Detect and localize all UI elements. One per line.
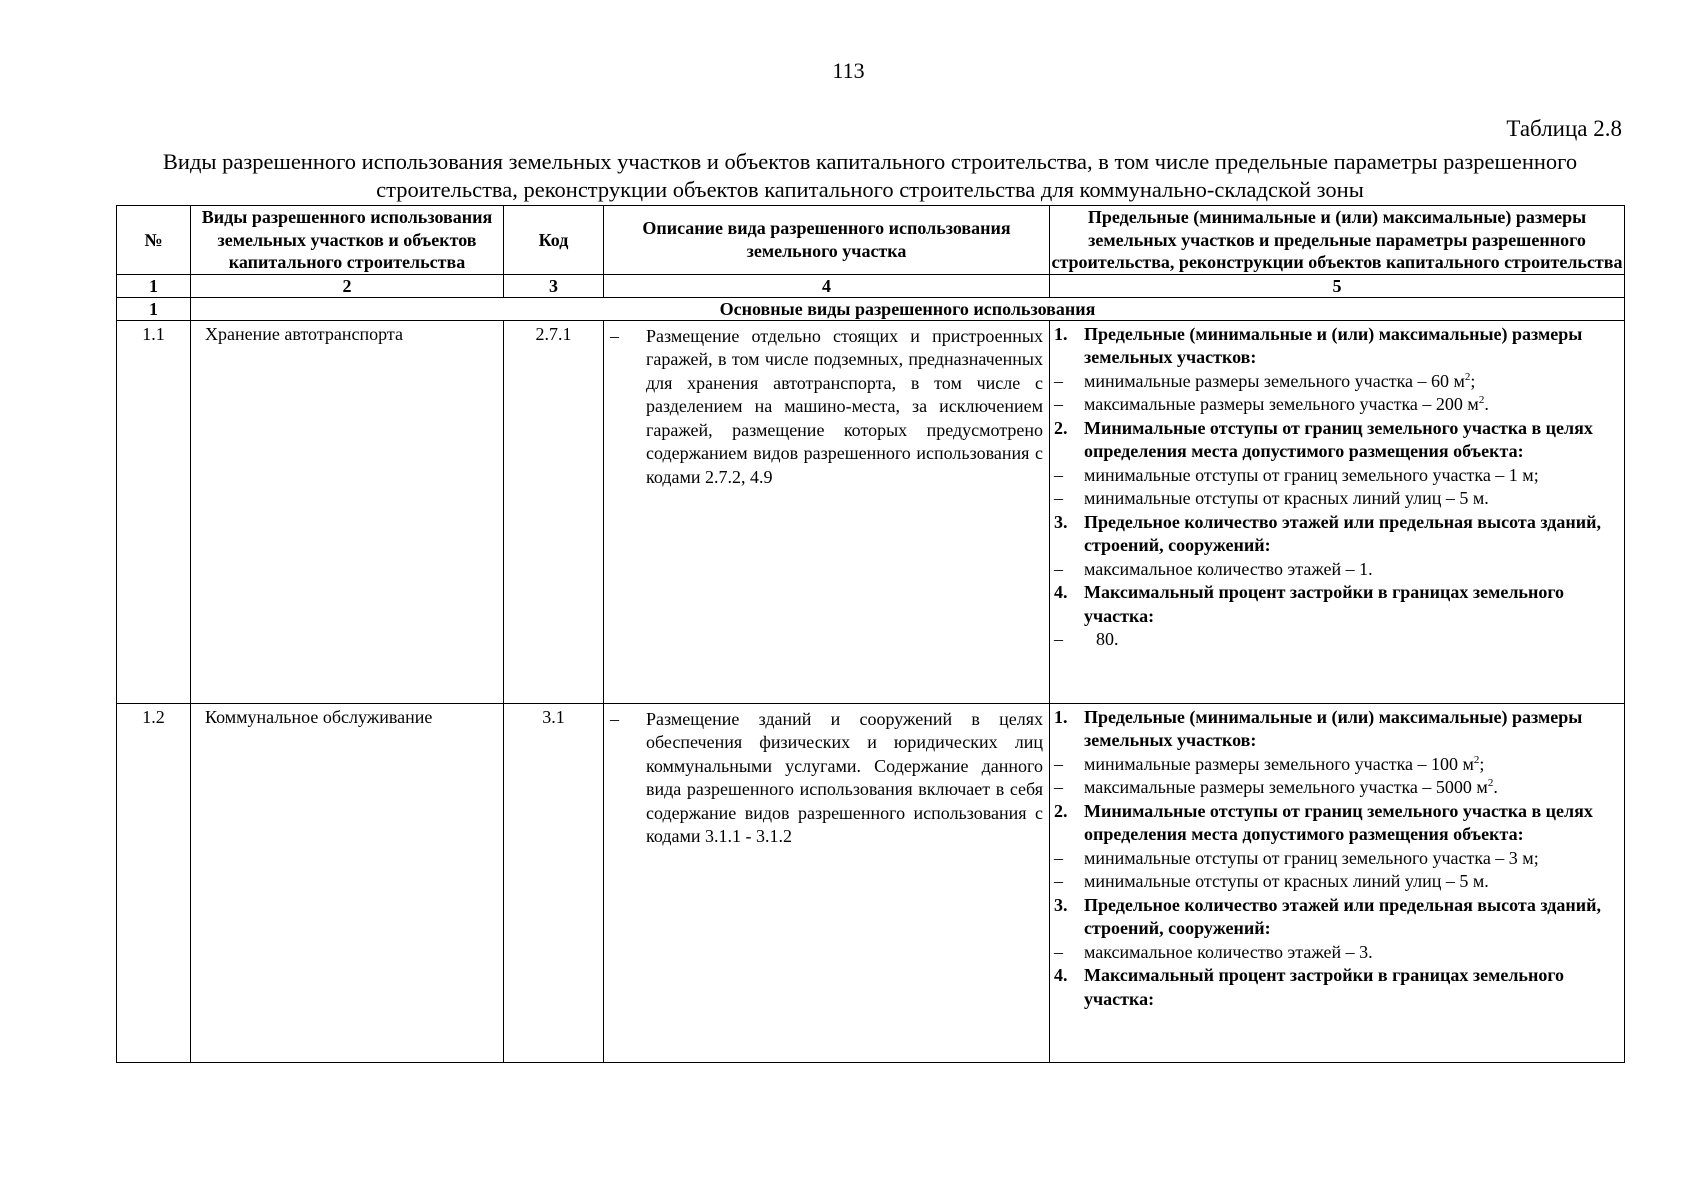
- dash-marker: –: [1054, 558, 1063, 579]
- section-number: 1: [117, 297, 191, 320]
- parameter-value: минимальные отступы от границ земельного участка – 1 м;: [1084, 464, 1539, 485]
- list-item: [1054, 487, 1620, 511]
- parameter-value: максимальные размеры земельного участка – 5000 $м^2$.: [1084, 777, 1498, 797]
- header-code: Код: [504, 206, 604, 275]
- use-code: 2.7.1: [504, 320, 604, 703]
- zoning-table: [116, 205, 1625, 1063]
- parameter-value: минимальные отступы от красных линий улиц – 5 м.: [1084, 488, 1489, 508]
- parameters-list: [1054, 706, 1620, 1012]
- header-row: [117, 206, 1625, 275]
- list-item: [1054, 417, 1620, 464]
- row-number: 1.1: [117, 320, 191, 703]
- use-type-name: Хранение автотранспорта: [191, 320, 504, 703]
- use-description: [604, 320, 1050, 703]
- dash-marker: –: [1054, 629, 1063, 649]
- header-desc: Описание вида разрешенного использования земельного участка: [604, 206, 1050, 275]
- use-parameters: [1050, 320, 1625, 703]
- use-type-name: Коммунальное обслуживание: [191, 703, 504, 1062]
- dash-marker: –: [1054, 847, 1063, 868]
- dash-marker: –: [1054, 394, 1063, 414]
- list-item: [1054, 464, 1620, 488]
- parameter-value: максимальные размеры земельного участка – 200 $м^2$.: [1084, 394, 1489, 414]
- header-no: №: [117, 206, 191, 275]
- parameter-heading: Минимальные отступы от границ земельного участка в целях определения места допустимого размещения объекта:: [1084, 417, 1593, 461]
- dash-marker: –: [610, 325, 619, 346]
- description-text: Размещение зданий и сооружений в целях обеспечения физических и юридических лиц коммунальными услугами. Содержание данного вида разрешенного использования включает в себя содержание видов разрешенного использования с кодами 3.1.1 - 3.1.2: [646, 708, 1043, 846]
- parameters-list: [1054, 323, 1620, 652]
- parameter-value: максимальное количество этажей – 1.: [1084, 558, 1373, 579]
- list-item: [1054, 393, 1620, 417]
- table-row: [117, 703, 1625, 1062]
- column-number: 3: [504, 274, 604, 297]
- column-number: 4: [604, 274, 1050, 297]
- page-number: 113: [832, 58, 865, 83]
- use-description: [604, 703, 1050, 1062]
- list-number: 4.: [1054, 582, 1068, 602]
- list-number: 3.: [1054, 511, 1068, 532]
- parameter-value: 80.: [1096, 629, 1119, 649]
- list-item: [1054, 894, 1620, 941]
- description-text: Размещение отдельно стоящих и пристроенных гаражей, в том числе подземных, предназначенных для хранения автотранспорта, в том числе с разделением на машино-места, за исключением гаражей, размещение которых предусмотрено содержанием видов разрешенного использования с кодами 2.7.2, 4.9: [646, 325, 1043, 487]
- list-number: 4.: [1054, 965, 1068, 985]
- parameter-heading: Предельное количество этажей или предельная высота зданий, строений, сооружений:: [1084, 894, 1602, 938]
- section-row: [117, 297, 1625, 320]
- column-number: 2: [191, 274, 504, 297]
- list-item: [1054, 941, 1620, 965]
- list-number: 1.: [1054, 323, 1068, 344]
- section-title: Основные виды разрешенного использования: [191, 297, 1625, 320]
- list-item: [1054, 753, 1620, 777]
- use-code: 3.1: [504, 703, 604, 1062]
- row-number: 1.2: [117, 703, 191, 1062]
- dash-marker: –: [610, 708, 619, 729]
- dash-marker: –: [1054, 464, 1063, 485]
- list-number: 2.: [1054, 800, 1068, 821]
- dash-marker: –: [1054, 777, 1063, 797]
- parameter-value: минимальные отступы от границ земельного участка – 3 м;: [1084, 847, 1539, 868]
- list-item: [1054, 870, 1620, 894]
- list-item: [1054, 581, 1620, 628]
- parameter-value: минимальные размеры земельного участка – 60 $м^2$;: [1084, 370, 1476, 391]
- parameter-heading: Максимальный процент застройки в границах земельного участка:: [1084, 582, 1565, 626]
- parameter-value: минимальные размеры земельного участка – 100 $м^2$;: [1084, 753, 1485, 774]
- dash-marker: –: [1054, 941, 1063, 962]
- list-item: [1054, 511, 1620, 558]
- header-params: Предельные (минимальные и (или) максимальные) размеры земельных участков и предельные параметры разрешенного строительства, реконструкции объектов капитального строительства: [1051, 207, 1623, 272]
- parameter-heading: Предельные (минимальные и (или) максимальные) размеры земельных участков:: [1084, 323, 1583, 367]
- list-item: [1054, 706, 1620, 753]
- list-item: [1054, 964, 1620, 1011]
- parameter-heading: Максимальный процент застройки в границах земельного участка:: [1084, 965, 1565, 1009]
- dash-marker: –: [1054, 871, 1063, 891]
- list-item: [1054, 847, 1620, 871]
- list-item: [1054, 776, 1620, 800]
- header-name: Виды разрешенного использования земельных участков и объектов капитального строительства: [191, 206, 504, 275]
- list-item: [1054, 323, 1620, 370]
- dash-marker: –: [1054, 488, 1063, 508]
- table-row: [117, 320, 1625, 703]
- list-number: 2.: [1054, 417, 1068, 438]
- list-number: 1.: [1054, 706, 1068, 727]
- parameter-heading: Предельное количество этажей или предельная высота зданий, строений, сооружений:: [1084, 511, 1602, 555]
- list-number: 3.: [1054, 894, 1068, 915]
- table-label: Таблица 2.8: [1506, 116, 1622, 141]
- dash-marker: –: [1054, 753, 1063, 774]
- list-item: [1054, 370, 1620, 394]
- parameter-heading: Минимальные отступы от границ земельного участка в целях определения места допустимого размещения объекта:: [1084, 800, 1593, 844]
- column-number-row: [117, 274, 1625, 297]
- use-parameters: [1050, 703, 1625, 1062]
- parameter-value: максимальное количество этажей – 3.: [1084, 941, 1373, 962]
- list-item: [1054, 558, 1620, 582]
- parameter-heading: Предельные (минимальные и (или) максимальные) размеры земельных участков:: [1084, 706, 1583, 750]
- table-title: Виды разрешенного использования земельных участков и объектов капитального строительства, в том числе предельные параметры разрешенного строительства, реконструкции объектов капитального строительства для коммунально-складской зоны: [162, 149, 1578, 202]
- list-item: [1054, 628, 1620, 652]
- list-item: [1054, 800, 1620, 847]
- column-number: 1: [117, 274, 191, 297]
- dash-marker: –: [1054, 370, 1063, 391]
- column-number: 5: [1050, 274, 1625, 297]
- parameter-value: минимальные отступы от красных линий улиц – 5 м.: [1084, 871, 1489, 891]
